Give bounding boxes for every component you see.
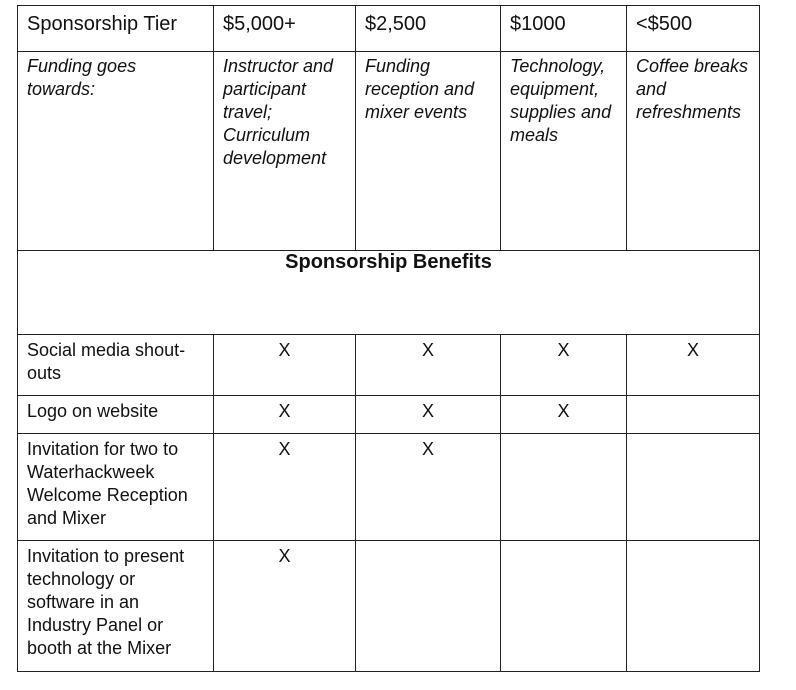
benefits-heading-cell <box>18 251 760 335</box>
benefit-mark: X <box>278 546 291 566</box>
benefit-label: Invitation for two to Waterhackweek Welcome Reception and Mixer <box>27 439 188 528</box>
tier-5000: $5,000+ <box>223 13 296 35</box>
benefit-mark-cell <box>627 335 760 396</box>
benefit-mark <box>356 541 500 545</box>
benefit-mark: X <box>421 340 434 360</box>
benefit-mark-cell <box>627 434 760 541</box>
funding-cell <box>501 52 627 251</box>
benefit-mark-cell <box>214 396 356 434</box>
benefit-mark: X <box>278 439 291 459</box>
benefits-heading: Sponsorship Benefits <box>285 251 492 273</box>
benefit-mark: X <box>557 401 570 421</box>
funding-label: Funding goes towards: <box>27 56 137 99</box>
benefit-mark <box>627 396 759 400</box>
benefit-mark: X <box>278 340 291 360</box>
benefit-mark-cell <box>214 335 356 396</box>
funding-item: Instructor and participant travel; Curriculum development <box>223 56 334 168</box>
tier-cell <box>627 6 760 52</box>
funding-row <box>18 52 760 251</box>
benefit-label: Logo on website <box>27 401 159 421</box>
benefit-mark-cell <box>501 541 627 672</box>
benefit-row <box>18 335 760 396</box>
benefit-label: Invitation to present technology or software in an Industry Panel or booth at the Mixer <box>27 546 185 658</box>
benefit-mark-cell <box>356 541 501 672</box>
sponsorship-table <box>17 5 760 672</box>
benefit-mark <box>627 541 759 545</box>
benefit-row <box>18 434 760 541</box>
benefit-label-cell <box>18 541 214 672</box>
benefit-mark: X <box>421 401 434 421</box>
benefit-label: Social media shout-outs <box>27 340 186 383</box>
benefit-mark-cell <box>627 396 760 434</box>
funding-item: Technology, equipment, supplies and meals <box>510 56 612 145</box>
tier-label: Sponsorship Tier <box>27 13 178 35</box>
funding-cell <box>627 52 760 251</box>
benefit-label-cell <box>18 434 214 541</box>
funding-item: Funding reception and mixer events <box>365 56 475 122</box>
benefit-mark-cell <box>214 541 356 672</box>
benefit-label-cell <box>18 335 214 396</box>
benefit-row <box>18 396 760 434</box>
benefit-mark-cell <box>627 541 760 672</box>
tier-1000: $1000 <box>510 13 566 35</box>
funding-cell <box>356 52 501 251</box>
benefit-mark-cell <box>501 335 627 396</box>
benefit-mark-cell <box>356 396 501 434</box>
tier-cell <box>356 6 501 52</box>
benefit-mark <box>501 541 626 545</box>
benefits-heading-row <box>18 251 760 335</box>
tier-500: <$500 <box>636 13 693 35</box>
benefit-mark: X <box>686 340 699 360</box>
benefit-mark: X <box>278 401 291 421</box>
funding-cell <box>214 52 356 251</box>
benefit-label-cell <box>18 396 214 434</box>
benefit-mark <box>501 434 626 438</box>
benefit-mark-cell <box>501 434 627 541</box>
funding-item: Coffee breaks and refreshments <box>636 56 749 122</box>
benefit-mark: X <box>557 340 570 360</box>
benefit-mark <box>627 434 759 438</box>
benefit-mark: X <box>421 439 434 459</box>
tier-header-row <box>18 6 760 52</box>
benefit-row <box>18 541 760 672</box>
tier-cell <box>501 6 627 52</box>
benefit-mark-cell <box>501 396 627 434</box>
benefit-mark-cell <box>356 335 501 396</box>
benefit-mark-cell <box>214 434 356 541</box>
benefit-mark-cell <box>356 434 501 541</box>
tier-header-cell <box>18 6 214 52</box>
funding-label-cell <box>18 52 214 251</box>
tier-cell <box>214 6 356 52</box>
tier-2500: $2,500 <box>365 13 427 35</box>
